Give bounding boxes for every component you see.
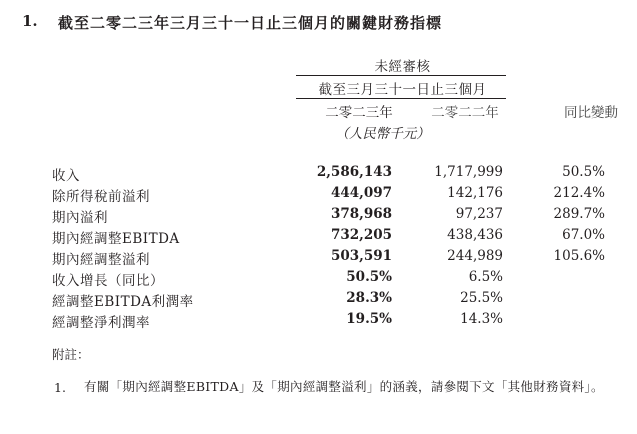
value-yoy: 212.4% — [553, 185, 605, 201]
value-2022: 97,237 — [455, 206, 503, 222]
row-label: 除所得稅前溢利 — [52, 189, 150, 205]
column-header-yoy: 同比變動 — [564, 105, 618, 121]
note-number: 1. — [54, 380, 66, 395]
value-2022: 25.5% — [460, 290, 503, 306]
value-2023: 2,586,143 — [316, 164, 392, 180]
value-2022: 142,176 — [447, 185, 503, 201]
period-header: 截至三月三十一日止三個月 — [318, 82, 487, 98]
value-2023: 50.5% — [346, 269, 392, 285]
value-2023: 444,097 — [330, 185, 392, 201]
header-rule-top — [296, 75, 506, 76]
value-yoy: 67.0% — [562, 227, 605, 243]
header-rule-bottom — [296, 98, 506, 99]
notes-heading: 附註： — [52, 347, 90, 362]
value-2023: 28.3% — [346, 290, 392, 306]
row-label: 期內經調整EBITDA — [52, 231, 180, 247]
column-header-2023: 二零二三年 — [325, 105, 393, 121]
audit-status-header: 未經審核 — [374, 59, 431, 75]
value-2022: 244,989 — [447, 248, 503, 264]
value-2023: 503,591 — [330, 248, 392, 264]
column-header-2022: 二零二二年 — [431, 105, 499, 121]
value-2022: 438,436 — [447, 227, 503, 243]
note-text: 有關「期內經調整EBITDA」及「期內經調整溢利」的涵義，請參閱下文「其他財務資料」。 — [84, 379, 604, 394]
unit-label: （人民幣千元） — [335, 126, 430, 142]
value-yoy: 105.6% — [553, 248, 605, 264]
value-2022: 14.3% — [460, 311, 503, 327]
value-2023: 732,205 — [330, 227, 392, 243]
value-yoy: 289.7% — [553, 206, 605, 222]
value-yoy: 50.5% — [562, 164, 605, 180]
value-2023: 378,968 — [330, 206, 392, 222]
row-label: 期內經調整溢利 — [52, 252, 150, 268]
value-2023: 19.5% — [346, 311, 392, 327]
section-number: 1. — [22, 12, 38, 30]
row-label: 收入 — [52, 168, 80, 184]
row-label: 經調整淨利潤率 — [52, 315, 150, 331]
value-2022: 6.5% — [468, 269, 503, 285]
row-label: 收入增長（同比） — [52, 273, 164, 289]
row-label: 經調整EBITDA利潤率 — [52, 294, 194, 310]
value-2022: 1,717,999 — [434, 164, 503, 180]
row-label: 期內溢利 — [52, 210, 108, 226]
section-title: 截至二零二三年三月三十一日止三個月的關鍵財務指標 — [58, 14, 443, 32]
